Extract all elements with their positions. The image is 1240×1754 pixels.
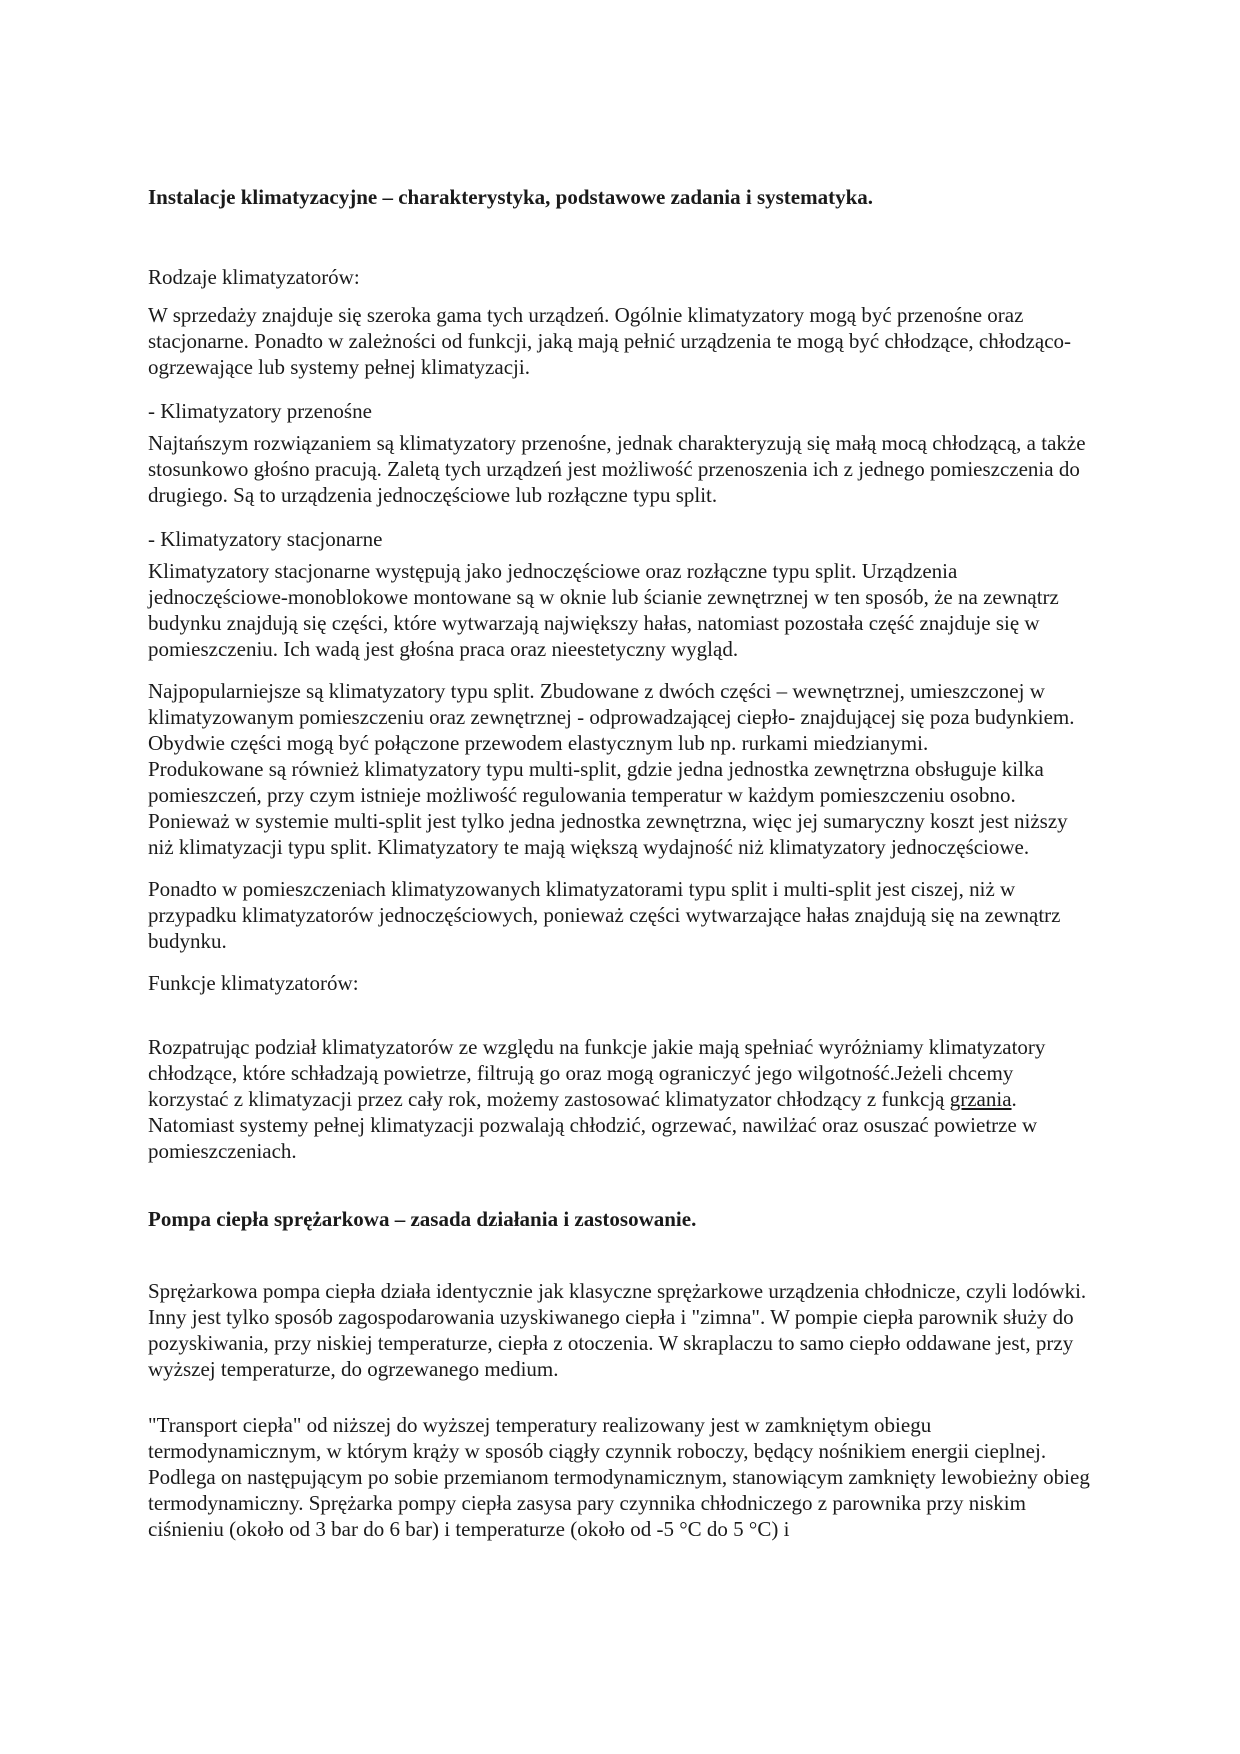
split-paragraph: Najpopularniejsze są klimatyzatory typu split. Zbudowane z dwóch części – wewnętrznej, umieszczonej w klimatyzowanym pomieszczeniu oraz zewnętrznej - odprowadzającej ciepło- znajdującej się poza budynkiem. Obydwie części mogą być połączone przewodem elastycznym lub np. rurkami miedzianymi.	[148, 679, 1075, 755]
heat-pump-paragraph-1: Sprężarkowa pompa ciepła działa identycznie jak klasyczne sprężarkowe urządzenia chłodnicze, czyli lodówki. Inny jest tylko sposób zagospodarowania uzyskiwanego ciepła i "zimna". W pompie ciepła parownik służy do pozyskiwania, przy niskiej temperaturze, ciepła z otoczenia. W skraplaczu to samo ciepło oddawane jest, przy wyższej temperaturze, do ogrzewanego medium.	[148, 1279, 1087, 1381]
section-heading-heat-pump: Pompa ciepła sprężarkowa – zasada działania i zastosowanie.	[148, 1207, 697, 1231]
quiet-paragraph: Ponadto w pomieszczeniach klimatyzowanych klimatyzatorami typu split i multi-split jest ciszej, niż w przypadku klimatyzatorów jednoczęściowych, ponieważ części wytwarzające hałas znajdują się na zewnątrz budynku.	[148, 877, 1061, 953]
stationary-paragraph: Klimatyzatory stacjonarne występują jako jednoczęściowe oraz rozłączne typu split. Urządzenia jednoczęściowe-monoblokowe montowane są w oknie lub ścianie zewnętrznej w ten sposób, że na zewnątrz budynku znajdują się części, które wytwarzają największy hałas, natomiast pozostała część znajduje się w pomieszczeniu. Ich wadą jest głośna praca oraz nieestetyczny wygląd.	[148, 559, 1059, 661]
portable-paragraph: Najtańszym rozwiązaniem są klimatyzatory przenośne, jednak charakteryzują się małą mocą chłodzącą, a także stosunkowo głośno pracują. Zaletą tych urządzeń jest możliwość przenoszenia ich z jednego pomieszczenia do drugiego. Są to urządzenia jednoczęściowe lub rozłączne typu split.	[148, 431, 1086, 507]
portable-label: - Klimatyzatory przenośne	[148, 399, 372, 423]
multisplit-paragraph: Produkowane są również klimatyzatory typu multi-split, gdzie jedna jednostka zewnętrzna obsługuje kilka pomieszczeń, przy czym istnieje możliwość regulowania temperatur w każdym pomieszczeniu osobno. Ponieważ w systemie multi-split jest tylko jedna jednostka zewnętrzna, więc jej sumaryczny koszt jest niższy niż klimatyzacji typu split. Klimatyzatory te mają większą wydajność niż klimatyzatory jednoczęściowe.	[148, 757, 1068, 859]
types-label: Rodzaje klimatyzatorów:	[148, 265, 360, 289]
document-page	[148, 184, 1098, 1542]
functions-paragraph	[148, 1034, 1098, 1164]
functions-label: Funkcje klimatyzatorów:	[148, 971, 359, 995]
stationary-label: - Klimatyzatory stacjonarne	[148, 527, 383, 551]
section-heading-air-conditioning: Instalacje klimatyzacyjne – charakterystyka, podstawowe zadania i systematyka.	[148, 185, 874, 209]
heat-pump-paragraph-2: "Transport ciepła" od niższej do wyższej temperatury realizowany jest w zamkniętym obiegu termodynamicznym, w którym krąży w sposób ciągły czynnik roboczy, będący nośnikiem energii cieplnej. Podlega on następującym po sobie przemianom termodynamicznym, stanowiącym zamknięty lewobieżny obieg termodynamiczny. Sprężarka pompy ciepła zasysa pary czynnika chłodniczego z parownika przy niskim ciśnieniu (około od 3 bar do 6 bar) i temperaturze (około od -5 °C do 5 °C) i	[148, 1413, 1090, 1541]
heating-link[interactable]: grzania	[949, 1087, 1012, 1111]
intro-paragraph: W sprzedaży znajduje się szeroka gama tych urządzeń. Ogólnie klimatyzatory mogą być przenośne oraz stacjonarne. Ponadto w zależności od funkcji, jaką mają pełnić urządzenia te mogą być chłodzące, chłodząco-ogrzewające lub systemy pełnej klimatyzacji.	[148, 303, 1072, 379]
functions-text-start: Rozpatrując podział klimatyzatorów ze względu na funkcje jakie mają spełniać wyróżniamy klimatyzatory chłodzące, które schładzają powietrze, filtrują go oraz mogą ograniczyć jego wilgotność.Jeżeli chcemy korzystać z klimatyzacji przez cały rok, możemy zastosować klimatyzator chłodzący z funkcją	[148, 1035, 1046, 1111]
functions-text-end: . Natomiast systemy pełnej klimatyzacji pozwalają chłodzić, ogrzewać, nawilżać oraz osuszać powietrze w pomieszczeniach.	[148, 1087, 1038, 1163]
